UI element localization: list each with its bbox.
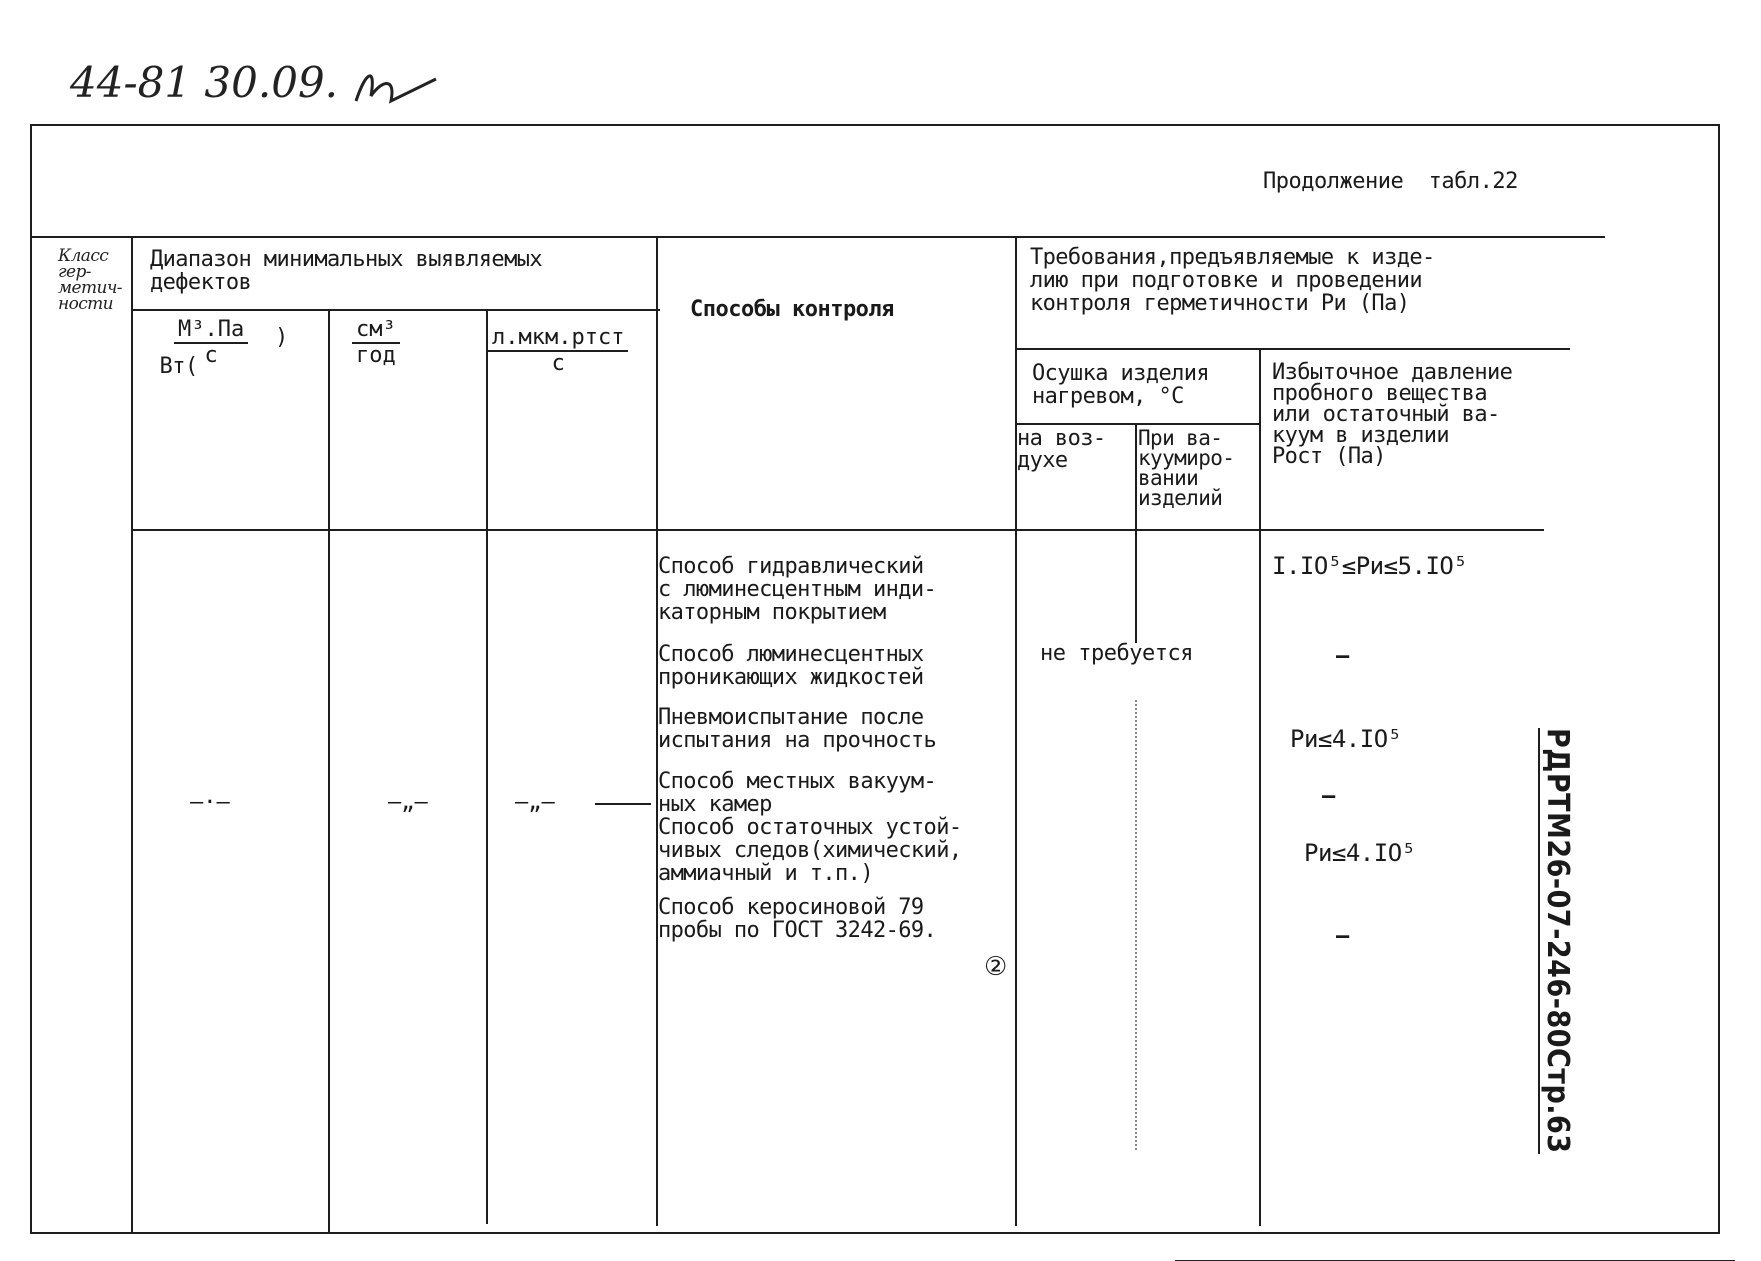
- handwritten-number-date: 44-81 30.09.: [70, 58, 339, 107]
- method-luminescent: Способ люминесцентных проникающих жидкостей: [658, 642, 924, 690]
- col-cm-line: [486, 309, 488, 1224]
- col-w-line: [328, 309, 330, 1232]
- unit-cm-numerator: см³: [352, 318, 400, 344]
- unit-cm-fraction: [352, 318, 400, 368]
- method-residual-traces: Способ остаточных устой- чивых следов(химический, аммиачный и т.п.): [658, 815, 962, 886]
- unit-l-numerator: л.мкм.ртст: [488, 326, 628, 352]
- header-air: на воз- духе: [1017, 426, 1106, 473]
- col-air-line: [1135, 423, 1137, 643]
- header-pressure: Избыточное давление пробного вещества или остаточный ва- куум в изделии Рост (Па): [1272, 360, 1513, 469]
- col-drying-line: [1259, 348, 1261, 1226]
- ditto-mark-l: —„—: [515, 790, 555, 815]
- drying-not-required: не требуется: [1040, 641, 1193, 666]
- header-methods: Способы контроля: [690, 297, 894, 322]
- method-vacuum-chambers: Способ местных вакуум- ных камер: [658, 769, 937, 817]
- header-drying: Осушка изделия нагревом, °С: [1032, 361, 1210, 409]
- document-side-code: [1535, 728, 1575, 1154]
- header-vacuum: При ва- куумиро- вании изделий: [1138, 426, 1235, 510]
- frame-right: [1718, 124, 1720, 1234]
- pressure-value-luminescent: –: [1336, 644, 1349, 669]
- continuation-label: Продолжение табл.22: [1263, 169, 1518, 194]
- unit-w-numerator: М³.Па: [174, 318, 248, 344]
- pressure-value-kerosene: –: [1336, 924, 1349, 949]
- method-pneumatic: Пневмоиспытание после испытания на прочность: [658, 705, 937, 753]
- frame-top: [30, 124, 1720, 126]
- unit-l-denominator: с: [551, 351, 565, 376]
- side-code-text: РДРТМ26-07-246-80Стр.63: [1540, 728, 1575, 1154]
- col-methods-line: [1015, 236, 1017, 1226]
- header-bottom-line: [132, 529, 1544, 531]
- unit-w-fraction: [174, 318, 248, 368]
- frame-bottom: [30, 1232, 1720, 1234]
- unit-cm-denominator: год: [356, 343, 396, 368]
- circled-mark: ②: [984, 952, 1008, 982]
- handwritten-header: [70, 58, 441, 111]
- requirements-divider: [1015, 348, 1570, 350]
- pressure-value-pneumatic: Ри≤4.IO⁵: [1290, 725, 1402, 753]
- ditto-mark-cm: —„—: [388, 790, 428, 815]
- unit-w-suffix: ): [275, 325, 288, 350]
- ditto-extension: [595, 803, 651, 805]
- unit-l-fraction: [488, 326, 628, 376]
- unit-w-prefix: Вт(: [159, 354, 198, 379]
- unit-w-denominator: с: [204, 343, 218, 368]
- pressure-value-residual: Ри≤4.IO⁵: [1304, 839, 1416, 867]
- header-range: Диапазон минимальных выявляемых дефектов: [150, 247, 542, 295]
- drying-divider: [1015, 423, 1260, 425]
- subheader-line: [132, 309, 660, 311]
- pressure-value-hydraulic: I.IO⁵≤Ри≤5.IO⁵: [1272, 552, 1468, 580]
- method-hydraulic: Способ гидравлический с люминесцентным инди- каторным покрытием: [658, 554, 937, 625]
- ditto-mark-w: —·—: [190, 790, 230, 815]
- pressure-value-vacuum-chambers: –: [1322, 784, 1335, 809]
- vacuum-dotted-line: [1135, 700, 1137, 1150]
- col-class-line: [131, 236, 133, 1232]
- frame-left: [30, 124, 32, 1234]
- header-class: Класс гер- метич- ности: [58, 246, 122, 314]
- table-top-line: [30, 236, 1605, 238]
- header-requirements: Требования,предъявляемые к изде- лию при подготовке и проведении контроля герметичности Ри (Па): [1030, 245, 1435, 316]
- signature-icon: [351, 61, 441, 111]
- method-kerosene: Способ керосиновой 79 пробы по ГОСТ 3242-69.: [658, 895, 937, 943]
